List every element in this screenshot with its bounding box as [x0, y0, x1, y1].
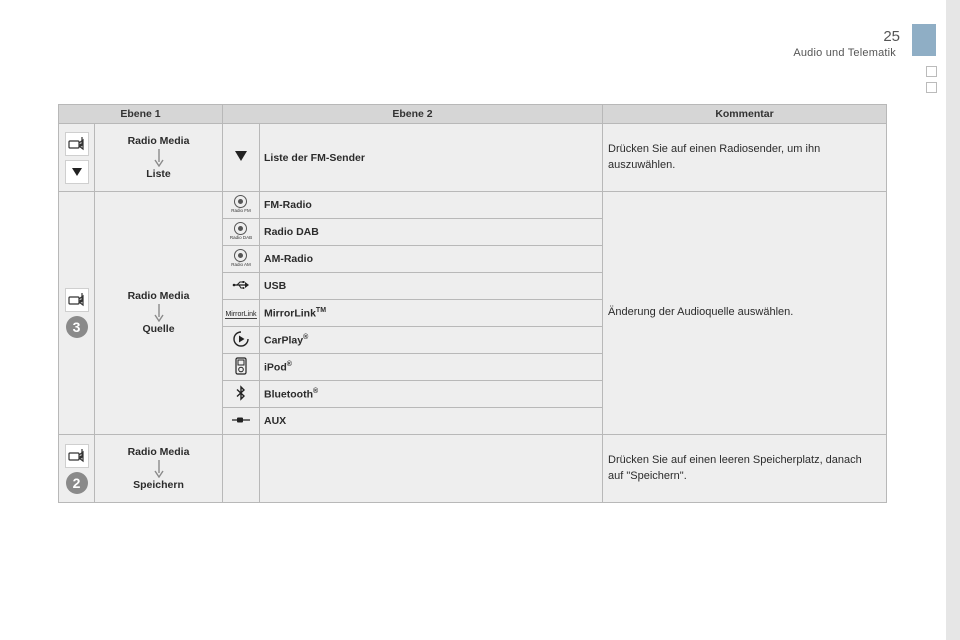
- radio-media-icon: [65, 444, 89, 468]
- level1-cell: [95, 124, 223, 192]
- level1-submenu-label: Speichern: [133, 478, 184, 491]
- section-title: Audio und Telematik: [793, 47, 896, 59]
- level2-icon-cell: [223, 408, 260, 435]
- arrow-down-icon: [65, 160, 89, 184]
- level2-icon-cell: [223, 246, 260, 273]
- usb-icon: [232, 280, 250, 290]
- radio-am-icon: Radio AM: [231, 249, 251, 268]
- level2-label: MirrorLink™: [260, 300, 603, 327]
- mirrorlink-icon: MirrorLink: [225, 311, 257, 318]
- level2-icon-cell: [223, 124, 260, 192]
- level2-label: AM-Radio: [260, 246, 603, 273]
- level1-icon-cell: [59, 192, 95, 435]
- level2-icon-cell: [223, 192, 260, 219]
- level2-icon-cell: [223, 300, 260, 327]
- level2-icon-cell: [223, 219, 260, 246]
- bluetooth-icon: [236, 385, 246, 401]
- comment-cell: Drücken Sie auf einen Radiosender, um ihn auszuwählen.: [603, 124, 887, 192]
- column-header: Kommentar: [603, 105, 887, 124]
- page-number: 25: [883, 28, 900, 45]
- level1-submenu-label: Liste: [146, 167, 171, 180]
- table-row: [59, 124, 887, 192]
- page-margin-band: [946, 0, 960, 640]
- level2-label: FM-Radio: [260, 192, 603, 219]
- level1-icon-cell: [59, 124, 95, 192]
- radio-fm-icon: Radio FM: [231, 195, 251, 214]
- table-row: [59, 192, 887, 219]
- level1-submenu-label: Quelle: [142, 323, 175, 335]
- level1-menu-label: Radio Media: [127, 134, 190, 147]
- down-arrow-icon: [154, 304, 164, 322]
- step-number-badge: 3: [66, 316, 88, 338]
- level2-label: AUX: [260, 408, 603, 435]
- margin-checkbox: [926, 66, 937, 77]
- comment-cell: Drücken Sie auf einen leeren Speicherplatz, danach auf "Speichern".: [603, 435, 887, 503]
- level2-label: Radio DAB: [260, 219, 603, 246]
- level1-cell: [95, 192, 223, 435]
- level1-menu-label: Radio Media: [127, 290, 190, 303]
- menu-table: [58, 104, 887, 503]
- level2-icon-cell: [223, 273, 260, 300]
- level1-cell: [95, 435, 223, 503]
- comment-cell: Änderung der Audioquelle auswählen.: [603, 192, 887, 435]
- down-arrow-icon: [154, 149, 164, 167]
- margin-checkbox: [926, 82, 937, 93]
- level2-icon-cell: [223, 354, 260, 381]
- table-row: [59, 435, 887, 503]
- step-number-badge: 2: [66, 472, 88, 494]
- down-arrow-icon: [154, 460, 164, 478]
- level2-icon-cell: [223, 381, 260, 408]
- level2-icon-cell: [223, 435, 260, 503]
- level1-icon-cell: [59, 435, 95, 503]
- level2-label: iPod®: [260, 354, 603, 381]
- carplay-icon: [232, 330, 250, 348]
- column-header: Ebene 2: [223, 105, 603, 124]
- level2-label: Liste der FM-Sender: [260, 124, 603, 192]
- level2-label: Bluetooth®: [260, 381, 603, 408]
- chapter-tab: [912, 24, 936, 56]
- level1-menu-label: Radio Media: [127, 445, 190, 458]
- radio-dab-icon: Radio DAB: [230, 222, 252, 241]
- ipod-icon: [235, 357, 247, 375]
- radio-media-icon: [65, 288, 89, 312]
- radio-media-icon: [65, 132, 89, 156]
- aux-icon: [231, 415, 251, 425]
- column-header: Ebene 1: [59, 105, 223, 124]
- level2-label: CarPlay®: [260, 327, 603, 354]
- level2-icon-cell: [223, 327, 260, 354]
- level2-label: USB: [260, 273, 603, 300]
- triangle-down-icon: [234, 150, 248, 162]
- table-header-row: [59, 105, 887, 124]
- level2-label: [260, 435, 603, 503]
